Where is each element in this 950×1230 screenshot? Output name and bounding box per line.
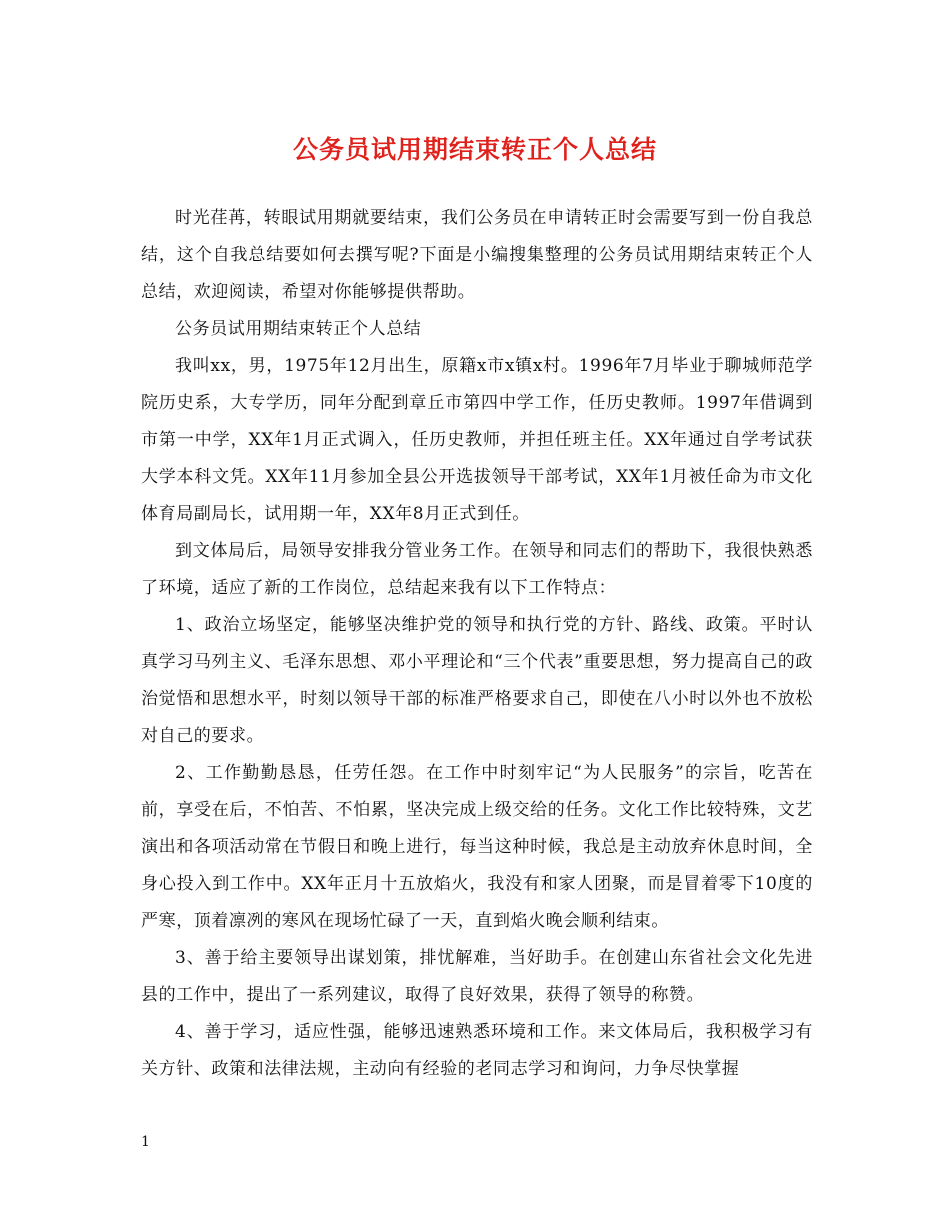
paragraph-point-3: 3、善于给主要领导出谋划策，排忧解难，当好助手。在创建山东省社会文化先进县的工作中，提出了一系列建议，取得了良好效果，获得了领导的称赞。 <box>141 948 813 1005</box>
paragraph-point-1: 1、政治立场坚定，能够坚决维护党的领导和执行党的方针、路线、政策。平时认真学习马列主义、毛泽东思想、邓小平理论和“三个代表”重要思想，努力提高自己的政治觉悟和思想水平，时刻以领导干部的标准严格要求自己，即使在八小时以外也不放松对自己的要求。 <box>141 615 813 746</box>
paragraph-point-2: 2、工作勤勤恳恳，任劳任怨。在工作中时刻牢记“为人民服务”的宗旨，吃苦在前，享受在后，不怕苦、不怕累，坚决完成上级交给的任务。文化工作比较特殊，文艺演出和各项活动常在节假日和晚上进行，每当这种时候，我总是主动放弃休息时间，全身心投入到工作中。XX年正月十五放焰火，我没有和家人团聚，而是冒着零下10度的严寒，顶着凛冽的寒风在现场忙碌了一天，直到焰火晚会顺利结束。 <box>141 763 813 931</box>
paragraph-work-overview: 到文体局后，局领导安排我分管业务工作。在领导和同志们的帮助下，我很快熟悉了环境，适应了新的工作岗位，总结起来我有以下工作特点： <box>141 541 813 598</box>
paragraph-intro: 时光荏苒，转眼试用期就要结束，我们公务员在申请转正时会需要写到一份自我总结，这个自我总结要如何去撰写呢?下面是小编搜集整理的公务员试用期结束转正个人总结，欢迎阅读，希望对你能够提供帮助。 <box>141 208 813 302</box>
page-number: 1 <box>141 1134 150 1150</box>
paragraph-point-4: 4、善于学习，适应性强，能够迅速熟悉环境和工作。来文体局后，我积极学习有关方针、政策和法律法规，主动向有经验的老同志学习和询问，力争尽快掌握 <box>141 1022 813 1079</box>
paragraph-subtitle: 公务员试用期结束转正个人总结 <box>175 319 422 339</box>
paragraph-biography: 我叫xx，男，1975年12月出生，原籍x市x镇x村。1996年7月毕业于聊城师范学院历史系，大专学历，同年分配到章丘市第四中学工作，任历史教师。1997年借调到市第一中学，XX年1月正式调入，任历史教师，并担任班主任。XX年通过自学考试获大学本科文凭。XX年11月参加全县公开选拔领导干部考试，XX年1月被任命为市文化体育局副局长，试用期一年，XX年8月正式到任。 <box>141 356 813 524</box>
document-title: 公务员试用期结束转正个人总结 <box>292 135 657 164</box>
document-body <box>141 200 813 1088</box>
